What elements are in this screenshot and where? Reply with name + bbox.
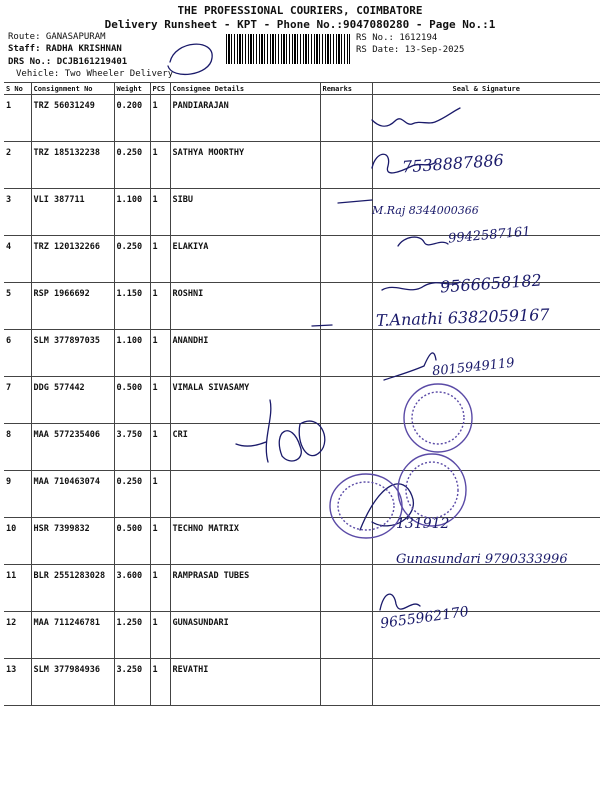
signature-7 (384, 353, 436, 380)
cell-consignee: GUNASUNDARI (170, 612, 320, 659)
cell-sno: 3 (4, 189, 31, 236)
cell-pcs: 1 (150, 518, 170, 565)
cell-consignment: VLI 387711 (31, 189, 114, 236)
cell-pcs: 1 (150, 189, 170, 236)
handwritten-number-10: 131912 (396, 516, 450, 532)
cell-weight: 0.200 (114, 95, 150, 142)
cell-consignment: DDG 577442 (31, 377, 114, 424)
signature-4 (398, 237, 448, 246)
cell-sno: 12 (4, 612, 31, 659)
handwritten-phone-4: 9942587161 (447, 224, 532, 247)
cell-consignee: VIMALA SIVASAMY (170, 377, 320, 424)
cell-sno: 13 (4, 659, 31, 706)
scrawl-8-9 (236, 400, 325, 462)
rs-date-label: RS Date: 13-Sep-2025 (356, 45, 465, 55)
cell-consignee: ROSHNI (170, 283, 320, 330)
cell-weight: 1.100 (114, 189, 150, 236)
cell-consignee: PANDIARAJAN (170, 95, 320, 142)
cell-consignee: RAMPRASAD TUBES (170, 565, 320, 612)
column-header-sno: S No (4, 83, 31, 95)
cell-weight: 0.250 (114, 471, 150, 518)
cell-weight: 1.250 (114, 612, 150, 659)
cell-weight: 3.600 (114, 565, 150, 612)
handwritten-note-3: M.Raj 8344000366 (372, 204, 479, 217)
cell-sno: 2 (4, 142, 31, 189)
cell-sno: 8 (4, 424, 31, 471)
handwritten-phone-7: 8015949119 (431, 355, 516, 380)
cell-weight: 3.750 (114, 424, 150, 471)
cell-consignment: RSP 1966692 (31, 283, 114, 330)
handwritten-phone-13: 9655962170 (379, 603, 470, 633)
cell-pcs: 1 (150, 659, 170, 706)
cell-weight: 0.500 (114, 377, 150, 424)
vehicle-label: Vehicle: Two Wheeler Delivery (16, 69, 174, 79)
cell-sno: 7 (4, 377, 31, 424)
handwritten-circle-mark (168, 44, 212, 74)
cell-weight: 0.250 (114, 236, 150, 283)
cell-consignment: SLM 377897035 (31, 330, 114, 377)
cell-consignee: SATHYA MOORTHY (170, 142, 320, 189)
signature-1 (372, 108, 460, 126)
signature-13 (380, 594, 420, 610)
cell-pcs: 1 (150, 424, 170, 471)
handwritten-phone-5: 9566658182 (439, 270, 543, 297)
column-header-weight: Weight (114, 83, 150, 95)
cell-sno: 5 (4, 283, 31, 330)
route-label: Route: GANASAPURAM (8, 32, 106, 42)
column-header-pcs: PCS (150, 83, 170, 95)
company-title: THE PROFESSIONAL COURIERS, COIMBATORE (177, 4, 423, 17)
cell-pcs: 1 (150, 612, 170, 659)
cell-consignment: SLM 377984936 (31, 659, 114, 706)
cell-pcs: 1 (150, 236, 170, 283)
cell-consignment: MAA 711246781 (31, 612, 114, 659)
cell-consignee: SIBU (170, 189, 320, 236)
cell-weight: 1.150 (114, 283, 150, 330)
cell-weight: 1.100 (114, 330, 150, 377)
column-header-consignee: Consignee Details (170, 83, 320, 95)
handwritten-note-12: Gunasundari 9790333996 (396, 552, 568, 567)
cell-sno: 1 (4, 95, 31, 142)
cell-sno: 9 (4, 471, 31, 518)
cell-sno: 11 (4, 565, 31, 612)
cell-pcs: 1 (150, 142, 170, 189)
cell-pcs: 1 (150, 565, 170, 612)
cell-pcs: 1 (150, 283, 170, 330)
staff-label: Staff: RADHA KRISHNAN (8, 44, 122, 54)
cell-consignee: ANANDHI (170, 330, 320, 377)
cell-sno: 10 (4, 518, 31, 565)
cell-weight: 3.250 (114, 659, 150, 706)
cell-consignment: BLR 2551283028 (31, 565, 114, 612)
column-header-signature: Seal & Signature (372, 83, 600, 95)
cell-consignment: TRZ 185132238 (31, 142, 114, 189)
seal-stamp-10 (330, 474, 402, 538)
cell-consignment: HSR 7399832 (31, 518, 114, 565)
seal-stamp-8 (404, 384, 472, 452)
cell-pcs: 1 (150, 471, 170, 518)
cell-consignee: TECHNO MATRIX (170, 518, 320, 565)
drs-label: DRS No.: DCJB161219401 (8, 57, 128, 67)
cell-weight: 0.250 (114, 142, 150, 189)
cell-consignment: MAA 710463074 (31, 471, 114, 518)
cell-sno: 4 (4, 236, 31, 283)
cell-consignee: ELAKIYA (170, 236, 320, 283)
cell-pcs: 1 (150, 330, 170, 377)
signature-3-stroke (338, 200, 372, 203)
column-header-remarks: Remarks (320, 83, 372, 95)
rs-no-label: RS No.: 1612194 (356, 33, 438, 43)
handwritten-phone-2: 7538887886 (401, 150, 505, 177)
handwritten-note-6: T.Anathi 6382059167 (375, 304, 550, 331)
cell-pcs: 1 (150, 377, 170, 424)
cell-sno: 6 (4, 330, 31, 377)
cell-consignment: TRZ 56031249 (31, 95, 114, 142)
cell-consignee: CRI (170, 424, 320, 471)
cell-pcs: 1 (150, 95, 170, 142)
cell-consignment: MAA 577235406 (31, 424, 114, 471)
cell-weight: 0.500 (114, 518, 150, 565)
cell-consignee: REVATHI (170, 659, 320, 706)
cell-consignment: TRZ 120132266 (31, 236, 114, 283)
runsheet-title: Delivery Runsheet - KPT - Phone No.:9047080280 - Page No.:1 (104, 18, 496, 31)
column-header-consignment: Consignment No (31, 83, 114, 95)
remarks-dash-6 (312, 325, 332, 326)
